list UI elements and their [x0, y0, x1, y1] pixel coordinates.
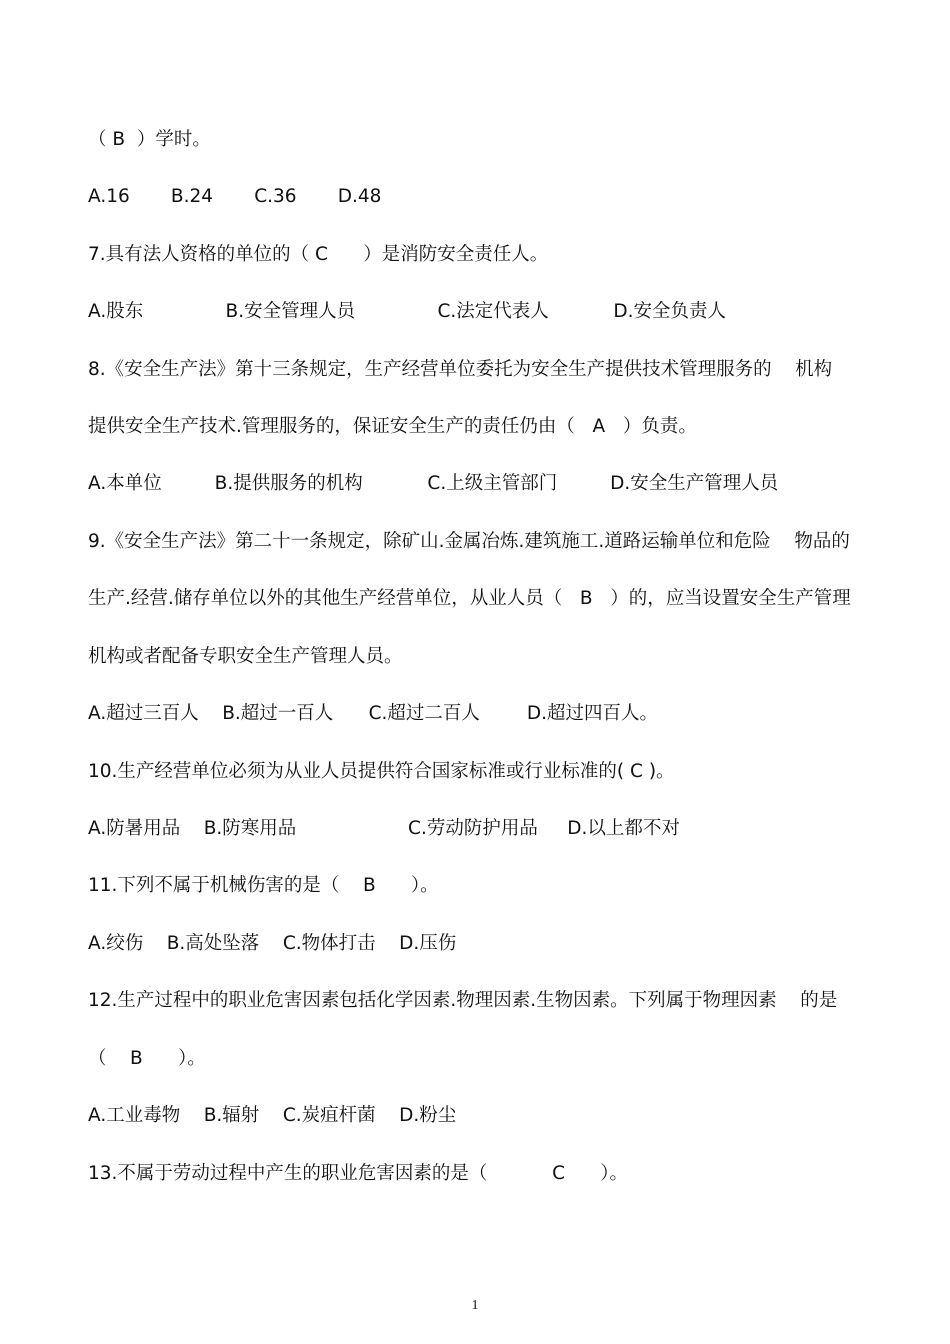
question-9-line-2: 生产.经营.储存单位以外的其他生产经营单位，从业人员（ B ）的，应当设置安全生产管理	[88, 588, 851, 609]
question-8-line-1: 8.《安全生产法》第十三条规定，生产经营单位委托为安全生产提供技术管理服务的 机构	[88, 359, 833, 380]
options-line-q12: A.工业毒物 B.辐射 C.炭疽杆菌 D.粉尘	[88, 1105, 457, 1126]
options-line-q8: A.本单位 B.提供服务的机构 C.上级主管部门 D.安全生产管理人员	[88, 473, 779, 494]
question-8-line-2: 提供安全生产技术.管理服务的，保证安全生产的责任仍由（ A ）负责。	[88, 416, 697, 437]
page-number: 1	[471, 1298, 479, 1313]
question-11: 11.下列不属于机械伤害的是（ B ）。	[88, 875, 439, 896]
text-line-1: （ B ）学时。	[88, 129, 211, 150]
question-10: 10.生产经营单位必须为从业人员提供符合国家标准或行业标准的( C )。	[88, 761, 675, 782]
options-line-q9: A.超过三百人 B.超过一百人 C.超过二百人 D.超过四百人。	[88, 703, 659, 724]
question-7: 7.具有法人资格的单位的（ C ）是消防安全责任人。	[88, 244, 549, 265]
question-9-line-1: 9.《安全生产法》第二十一条规定，除矿山.金属冶炼.建筑施工.道路运输单位和危险 物品的	[88, 531, 850, 552]
options-line-q7: A.股东 B.安全管理人员 C.法定代表人 D.安全负责人	[88, 301, 727, 322]
question-9-line-3: 机构或者配备专职安全生产管理人员。	[88, 646, 403, 667]
options-line-q10: A.防暑用品 B.防寒用品 C.劳动防护用品 D.以上都不对	[88, 818, 680, 839]
question-12-line-2: （ B ）。	[88, 1048, 206, 1069]
options-line-q6: A.16 B.24 C.36 D.48	[88, 186, 382, 207]
question-13: 13.不属于劳动过程中产生的职业危害因素的是（ C ）。	[88, 1163, 629, 1184]
options-line-q11: A.绞伤 B.高处坠落 C.物体打击 D.压伤	[88, 933, 457, 954]
question-12-line-1: 12.生产过程中的职业危害因素包括化学因素.物理因素.生物因素。下列属于物理因素 的是	[88, 990, 838, 1011]
